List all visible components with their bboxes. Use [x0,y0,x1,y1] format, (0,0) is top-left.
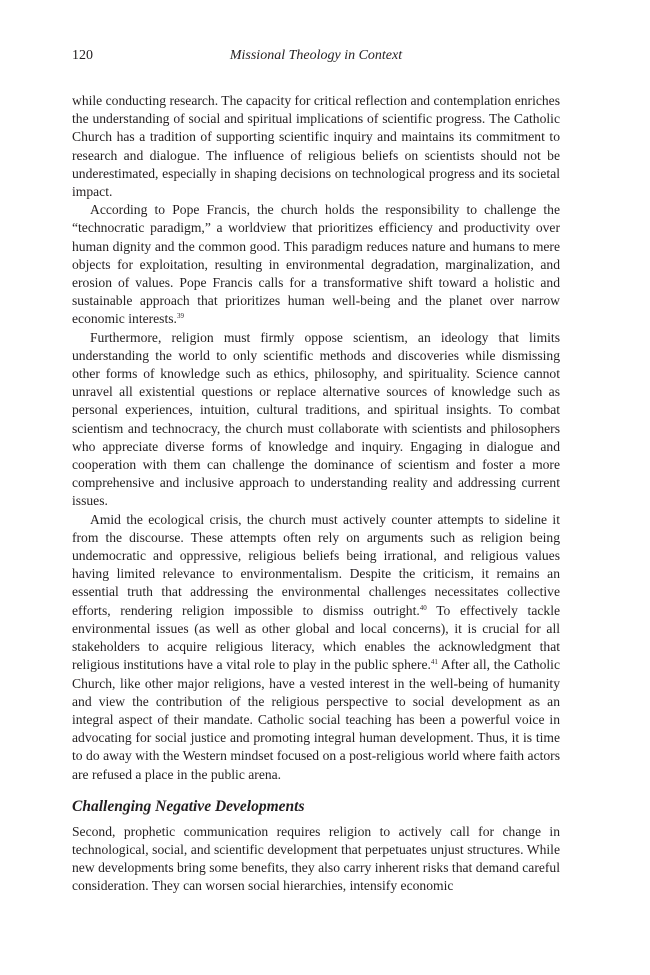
paragraph-text: To effectively tackle environmental issues (as well as other global and local concerns), it is crucial for all stakeholders to acquire religious literacy, which enables the acknowledgment that religious institutions have a vital role to play in the public sphere. [72,602,561,673]
page-number: 120 [72,48,93,63]
paragraph-text: According to Pope Francis, the church holds the responsibility to challenge the “technocratic paradigm,” a worldview that prioritizes efficiency and productivity over human dignity and the common good. This paradigm reduces nature and humans to mere objects for exploitation, resulting in environmental degradation, marginalization, and erosion of values. Pope Francis calls for a transformative shift toward a holistic and sustainable approach that prioritizes human well-being and the planet over narrow economic interests. [72,202,560,327]
body-text [72,92,560,896]
paragraph-continued [72,92,560,201]
footnote-marker: 39 [176,312,184,321]
paragraph-ecological-crisis [72,511,560,784]
paragraph-section-start [72,823,560,896]
paragraph-text: while conducting research. The capacity for critical reflection and contemplation enriches the understanding of social and spiritual implications of scientific progress. The Catholic Church has a tradition of supporting scientific inquiry and maintains its commitment to research and dialogue. The influence of religious beliefs on scientists should not be underestimated, especially in shaping decisions on technological progress and its societal impact. [72,93,560,200]
paragraph-pope-francis [72,201,560,328]
section-heading: Challenging Negative Developments [72,797,305,815]
paragraph-text: Second, prophetic communication requires religion to actively call for change in technological, social, and scientific development that perpetuates unjust structures. While new developments bring some benefits, they also carry inherent risks that demand careful consideration. They can worsen social hierarchies, intensify economic [72,823,560,894]
footnote-marker: 41 [430,658,438,667]
paragraph-text: Amid the ecological crisis, the church must actively counter attempts to sideline it from the discourse. These attempts often rely on arguments such as religion being undemocratic and oppressive, religious beliefs being irrational, and religious values having limited relevance to environmentalism. Despite the criticism, it remains an essential truth that addressing the environmental challenges necessitates collective efforts, rendering religion impossible to dismiss outright. [72,511,560,618]
book-title: Missional Theology in Context [229,48,403,63]
paragraph-text: After all, the Catholic Church, like other major religions, have a vested interest in the well-being of humanity and view the contribution of the religious perspective to social development as an integral aspect of their mandate. Catholic social teaching has been a powerful voice in advocating for social justice and promoting integral human development. Thus, it is time to do away with the Western mindset focused on a post-religious world where faith actors are refused a place in the public arena. [72,657,560,782]
paragraph-text: Furthermore, religion must firmly oppose scientism, an ideology that limits understanding the world to only scientific methods and discoveries while dismissing other forms of knowledge such as ethics, philosophy, and spirituality. Science cannot unravel all existential questions or replace alternative sources of knowledge such as personal experiences, intuition, cultural traditions, and spiritual insights. To combat scientism and technocracy, the church must collaborate with scientists and philosophers who appreciate diverse forms of knowledge and inquiry. Engaging in dialogue and cooperation with them can challenge the dominance of scientism and foster a more comprehensive and inclusive approach to understanding reality and addressing current issues. [72,329,560,509]
paragraph-scientism [72,329,560,511]
running-head [72,46,560,66]
footnote-marker: 40 [419,603,427,612]
